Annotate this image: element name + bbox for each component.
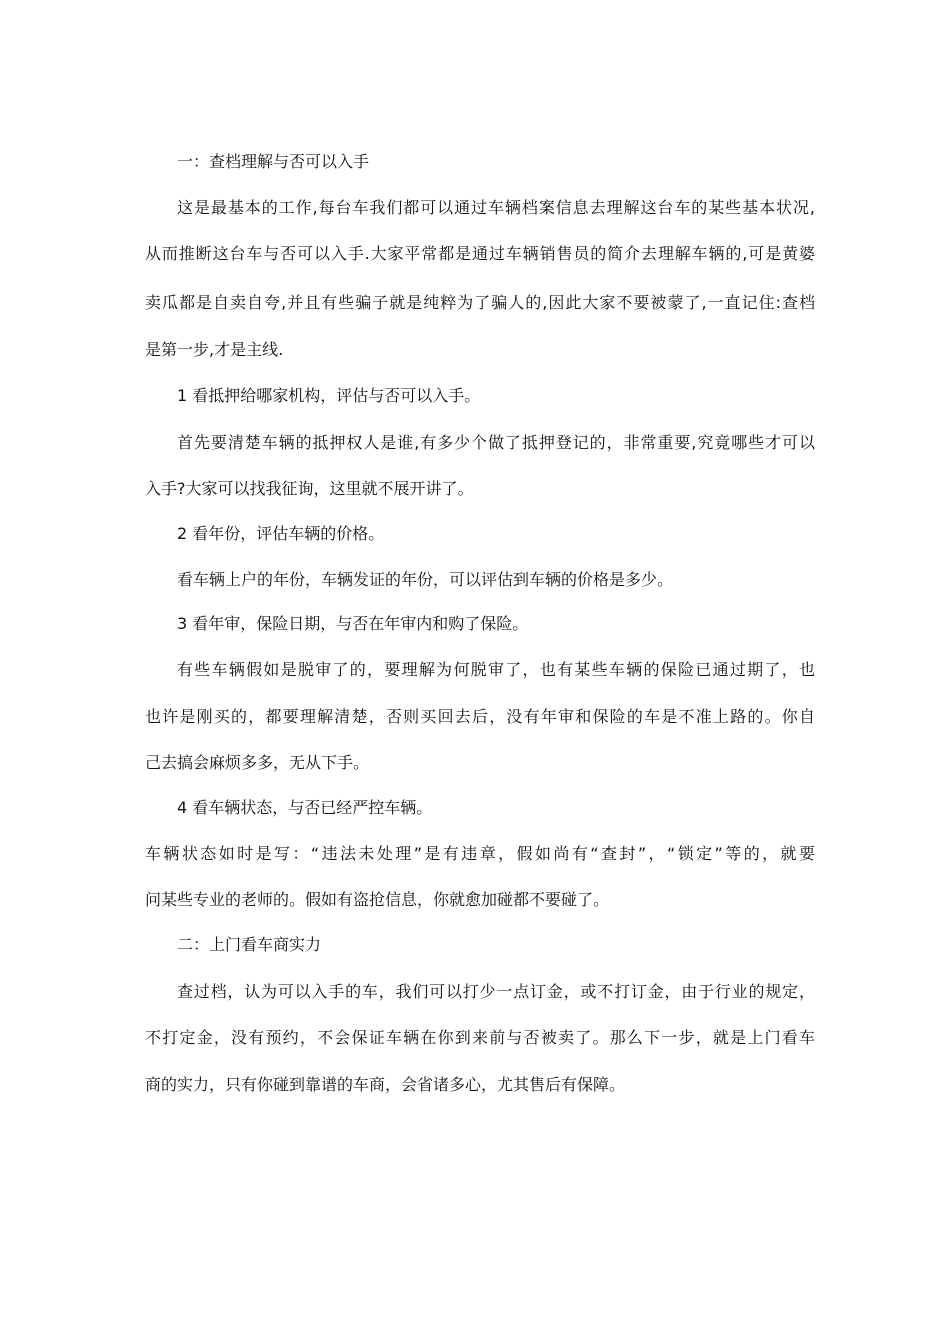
paragraph-line: 卖瓜都是自卖自夸,并且有些骗子就是纯粹为了骗人的,因此大家不要被蒙了,一直记住:查档: [145, 293, 815, 312]
section-heading-1: 一：查档理解与否可以入手: [177, 152, 370, 171]
paragraph-line: 商的实力，只有你碰到靠谱的车商，会省诸多心，尤其售后有保障。: [145, 1075, 626, 1094]
paragraph-line: 是第一步,才是主线.: [145, 340, 284, 359]
paragraph-line: 查过档，认为可以入手的车，我们可以打少一点订金，或不打订金，由于行业的规定，: [177, 982, 815, 1001]
paragraph-line: 也许是刚买的，都要理解清楚，否则买回去后，没有年审和保险的车是不准上路的。你自: [145, 707, 815, 726]
paragraph-line: 己去搞会麻烦多多，无从下手。: [145, 753, 370, 772]
subheading-4: 4 看车辆状态，与否已经严控车辆。: [177, 798, 433, 817]
subheading-3: 3 看年审，保险日期，与否在年审内和购了保险。: [177, 614, 529, 633]
paragraph-line: 问某些专业的老师的。假如有盗抢信息，你就愈加碰都不要碰了。: [145, 890, 610, 909]
section-heading-2: 二：上门看车商实力: [177, 935, 322, 954]
paragraph-line: 从而推断这台车与否可以入手.大家平常都是通过车辆销售员的简介去理解车辆的,可是黄婆: [145, 244, 815, 263]
subheading-2: 2 看年份，评估车辆的价格。: [177, 524, 385, 543]
paragraph-line: 车辆状态如时是写：“违法未处理”是有违章，假如尚有“查封”，“锁定”等的，就要: [145, 844, 815, 863]
paragraph-line: 有些车辆假如是脱审了的，要理解为何脱审了，也有某些车辆的保险已通过期了，也: [177, 660, 815, 679]
paragraph-line: 不打定金，没有预约，不会保证车辆在你到来前与否被卖了。那么下一步，就是上门看车: [145, 1028, 815, 1047]
paragraph-line: 首先要清楚车辆的抵押权人是谁,有多少个做了抵押登记的，非常重要,究竟哪些才可以: [177, 433, 815, 452]
paragraph-line: 看车辆上户的年份，车辆发证的年份，可以评估到车辆的价格是多少。: [177, 570, 674, 589]
subheading-1: 1 看抵押给哪家机构，评估与否可以入手。: [177, 386, 481, 405]
paragraph-line: 这是最基本的工作,每台车我们都可以通过车辆档案信息去理解这台车的某些基本状况,: [177, 198, 815, 217]
paragraph-line: 入手?大家可以找我征询，这里就不展开讲了。: [145, 479, 474, 498]
